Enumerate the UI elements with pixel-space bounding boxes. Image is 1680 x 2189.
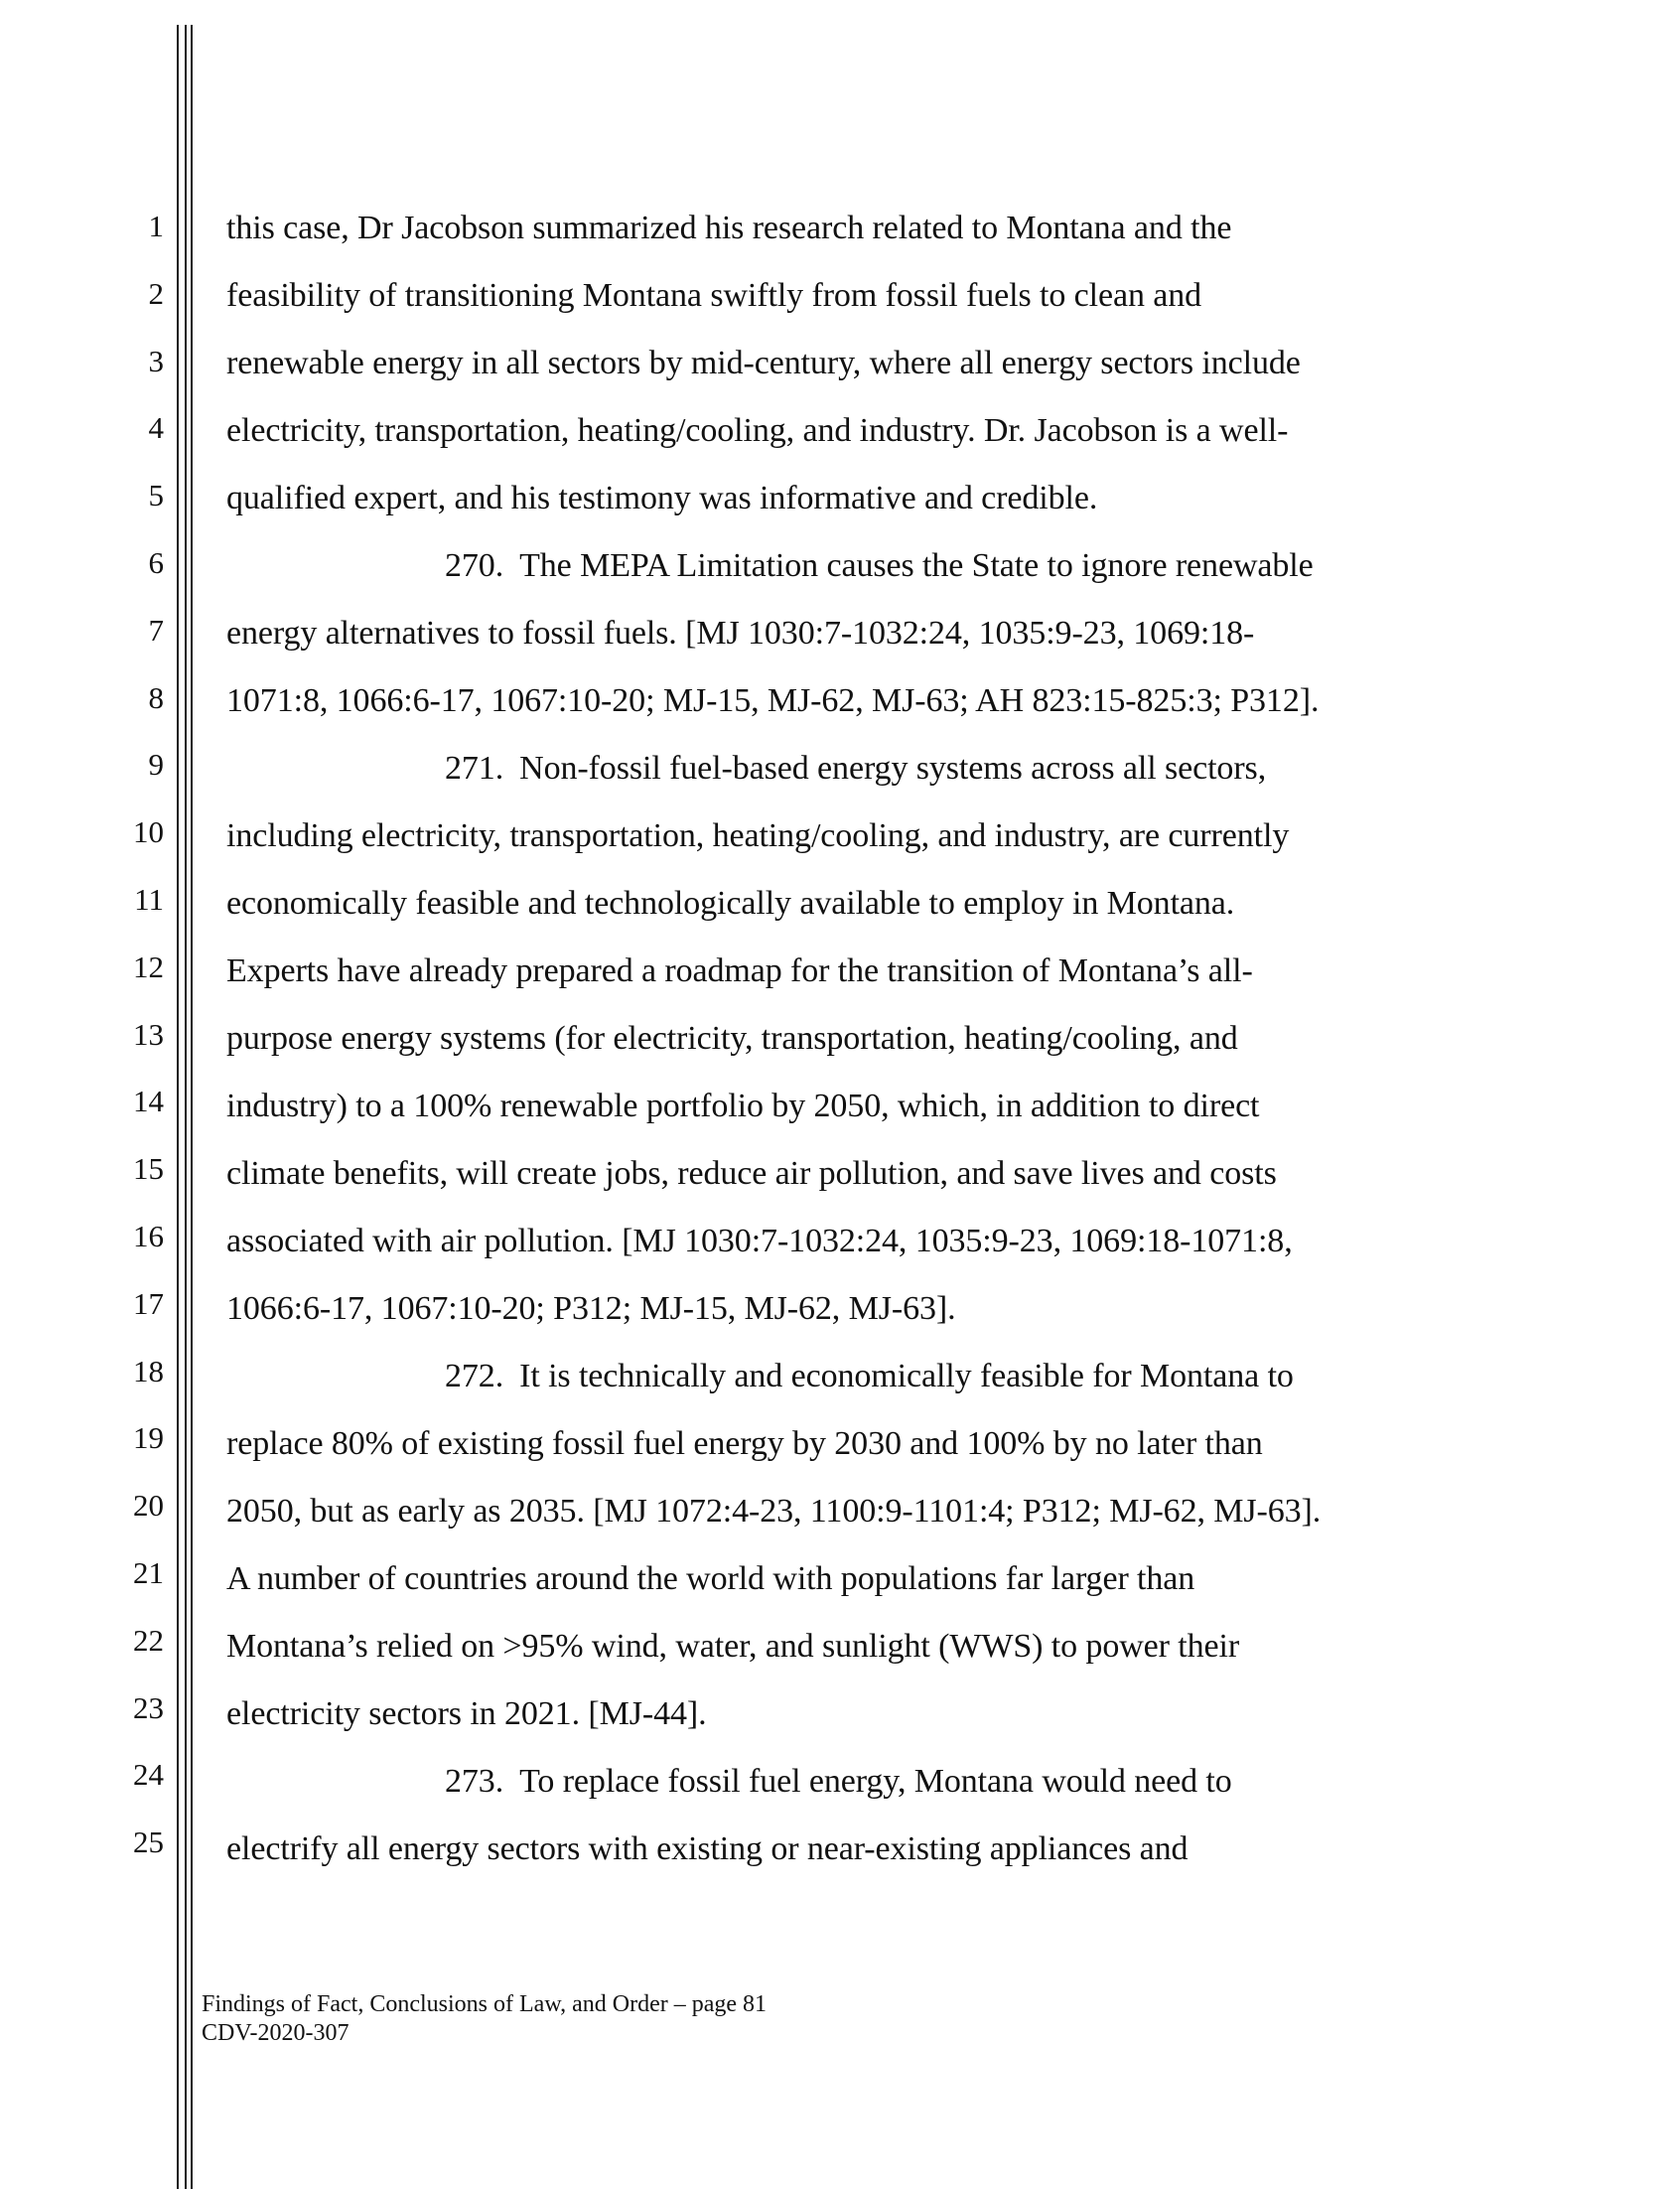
text-line: electrify all energy sectors with existing or near-existing appliances and: [226, 1830, 1189, 1867]
text-line: It is technically and economically feasible for Montana to: [519, 1358, 1294, 1394]
paragraph-270-first-line: [445, 544, 1314, 588]
footer-case-number: CDV-2020-307: [202, 2020, 350, 2046]
line-number: 1: [148, 209, 164, 243]
line-number: 24: [133, 1757, 164, 1793]
line-number: 21: [133, 1554, 164, 1590]
page-footer: [202, 1990, 767, 2048]
text-line: including electricity, transportation, heating/cooling, and industry, are currently: [226, 817, 1290, 854]
line-number: 4: [148, 410, 164, 446]
line-number: 15: [133, 1151, 164, 1187]
line-number: 16: [133, 1218, 164, 1253]
text-line: renewable energy in all sectors by mid-century, where all energy sectors include: [226, 345, 1301, 381]
margin-rule: [191, 25, 193, 2189]
text-line: Montana’s relied on >95% wind, water, and sunlight (WWS) to power their: [226, 1628, 1240, 1665]
text-line: this case, Dr Jacobson summarized his research related to Montana and the: [226, 210, 1232, 246]
paragraph-272-first-line: [445, 1355, 1294, 1398]
line-number: 12: [133, 949, 164, 984]
text-line: purpose energy systems (for electricity, transportation, heating/cooling, and: [226, 1020, 1238, 1057]
line-number: 8: [148, 679, 164, 715]
line-number: 25: [133, 1824, 164, 1860]
margin-rule: [185, 25, 187, 2189]
text-line: To replace fossil fuel energy, Montana would need to: [519, 1763, 1232, 1800]
line-number: 5: [148, 478, 164, 513]
line-number: 19: [133, 1420, 164, 1456]
line-number: 20: [133, 1488, 164, 1524]
paragraph-number: 272.: [445, 1358, 504, 1394]
line-number: 9: [148, 747, 164, 783]
text-line: feasibility of transitioning Montana swiftly from fossil fuels to clean and: [226, 277, 1202, 314]
text-line: A number of countries around the world with populations far larger than: [226, 1560, 1195, 1597]
margin-rule: [177, 25, 179, 2189]
text-line: replace 80% of existing fossil fuel energy by 2030 and 100% by no later than: [226, 1425, 1263, 1462]
text-line: associated with air pollution. [MJ 1030:7-1032:24, 1035:9-23, 1069:18-1071:8,: [226, 1223, 1293, 1259]
text-line: economically feasible and technologically available to employ in Montana.: [226, 885, 1235, 922]
text-line: electricity sectors in 2021. [MJ-44].: [226, 1695, 707, 1732]
line-number: 6: [148, 544, 164, 580]
line-number: 13: [133, 1016, 164, 1052]
footer-title: Findings of Fact, Conclusions of Law, and Order – page 81: [202, 1991, 768, 2017]
paragraph-number: 270.: [445, 547, 504, 584]
line-numbers: [109, 199, 164, 1882]
text-line: Experts have already prepared a roadmap for the transition of Montana’s all-: [226, 952, 1253, 989]
text-line: Non-fossil fuel-based energy systems across all sectors,: [519, 750, 1267, 787]
text-line: climate benefits, will create jobs, reduce air pollution, and save lives and costs: [226, 1155, 1277, 1192]
text-line: electricity, transportation, heating/cooling, and industry. Dr. Jacobson is a well-: [226, 412, 1289, 449]
paragraph-number: 271.: [445, 750, 504, 787]
line-number: 3: [148, 343, 164, 378]
line-number: 11: [134, 881, 164, 917]
line-number: 18: [133, 1353, 164, 1388]
paragraph-number: 273.: [445, 1763, 504, 1800]
line-number: 7: [148, 612, 164, 648]
line-number: 10: [133, 814, 164, 850]
text-line: energy alternatives to fossil fuels. [MJ 1030:7-1032:24, 1035:9-23, 1069:18-: [226, 615, 1255, 652]
text-line: industry) to a 100% renewable portfolio by 2050, which, in addition to direct: [226, 1088, 1260, 1124]
text-line: 1066:6-17, 1067:10-20; P312; MJ-15, MJ-62, MJ-63].: [226, 1290, 956, 1327]
text-line: 1071:8, 1066:6-17, 1067:10-20; MJ-15, MJ-62, MJ-63; AH 823:15-825:3; P312].: [226, 682, 1320, 719]
line-number: 2: [148, 275, 164, 311]
paragraph-273-first-line: [445, 1760, 1232, 1804]
line-number: 14: [133, 1084, 164, 1119]
text-line: The MEPA Limitation causes the State to ignore renewable: [519, 547, 1314, 584]
line-number: 17: [133, 1285, 164, 1321]
text-line: qualified expert, and his testimony was informative and credible.: [226, 480, 1098, 516]
paragraph-271-first-line: [445, 747, 1266, 791]
text-line: 2050, but as early as 2035. [MJ 1072:4-23, 1100:9-1101:4; P312; MJ-62, MJ-63].: [226, 1493, 1322, 1530]
line-number: 22: [133, 1622, 164, 1658]
line-number: 23: [133, 1689, 164, 1725]
